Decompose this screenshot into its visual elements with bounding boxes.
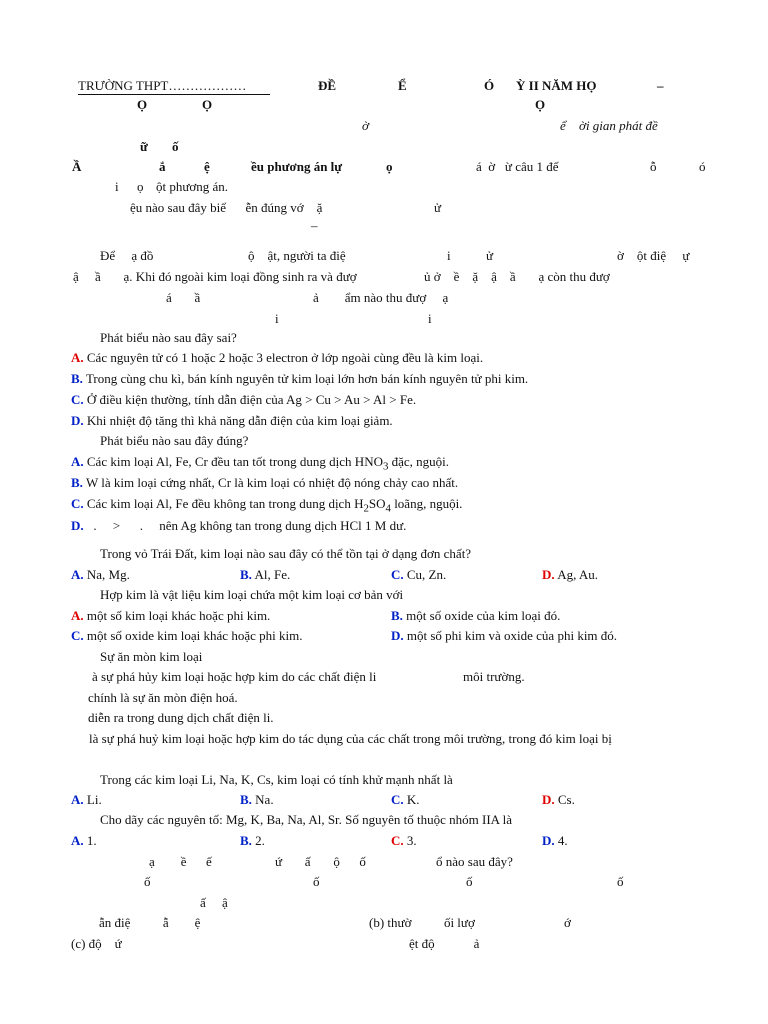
q8-line-1-b: ứ ấ ộ ố (275, 854, 366, 869)
q4-option-c[interactable] (71, 628, 302, 643)
q1-stem: Phát biểu nào sau đây sai? (100, 330, 237, 345)
q1-option-c[interactable] (71, 392, 416, 407)
option-text: Trong cùng chu kì, bán kính nguyên tử kim loại lớn hơn bán kính nguyên tử phi kim. (85, 371, 529, 386)
instruction-frag-5: á ờ ừ câu 1 đế (476, 159, 559, 174)
instruction-line3: ệu nào sau đây biể ễn đúng vớ ặ (130, 200, 323, 215)
q8-line-4-c: ớ (564, 915, 571, 930)
instruction-line2-a: i (115, 179, 119, 194)
subject-part-3: Ọ (535, 97, 546, 112)
q4-stem: Hợp kim là vật liệu kim loại chứa một kim loại cơ bản với (100, 587, 404, 602)
subscript: 2 (363, 502, 369, 515)
q7-stem: Cho dãy các nguyên tố: Mg, K, Ba, Na, Al, Sr. Số nguyên tố thuộc nhóm IIA là (100, 812, 512, 827)
option-letter: A. (71, 454, 84, 469)
q2-stem: Phát biểu nào sau đây đúng? (100, 433, 249, 448)
q5-stem: Sự ăn mòn kim loại (100, 649, 203, 664)
instruction-line2-b: ọ (137, 179, 144, 194)
exam-title-part-3: Ó (484, 78, 495, 93)
exam-title-part-1: ĐỀ (318, 78, 337, 93)
option-letter: B. (240, 792, 252, 807)
q3-option-a[interactable] (71, 567, 130, 582)
q3-stem: Trong vỏ Trái Đất, kim loại nào sau đây có thể tồn tại ở dạng đơn chất? (100, 546, 472, 561)
exam-title-part-2: Ể (398, 78, 407, 93)
q7-option-a[interactable] (71, 833, 97, 848)
q1-option-d[interactable] (71, 413, 393, 428)
q6-option-b[interactable] (240, 792, 274, 807)
passage-l2-b: ủ ở ề ặ ậ ầ ạ còn thu đượ (424, 269, 610, 284)
q5-line-1: à sự phá hủy kim loại hoặc hợp kim do các chất điện li (92, 669, 377, 684)
option-text: 4. (557, 833, 568, 848)
option-text: Các kim loại Al, Fe đều không tan trong dung dịch H (86, 496, 364, 511)
passage-l4-b: i (428, 311, 432, 326)
instruction-frag-1: ắ (159, 159, 166, 174)
option-letter: C. (71, 496, 84, 511)
option-text: 1. (86, 833, 97, 848)
school-name: TRƯỜNG THPT……………… (78, 78, 247, 93)
option-text: một số oxide của kim loại đó. (406, 608, 561, 623)
option-letter: B. (391, 608, 403, 623)
option-text: Khi nhiệt độ tăng thì khả năng dẫn điện của kim loại giảm. (86, 413, 393, 428)
instruction-frag-3: ều phương án lự (251, 159, 343, 174)
q7-option-c[interactable] (391, 833, 417, 848)
option-letter: A. (71, 608, 84, 623)
instruction-frag-6: ỗ (650, 159, 657, 174)
q8-line-2-a: ố (144, 874, 151, 889)
time-note-3: ời gian phát đề (579, 118, 658, 133)
subject-part-1: Ọ (137, 97, 148, 112)
q8-line-4-a: ẫn điệ ẫ ệ (99, 915, 201, 930)
option-text: Các nguyên tử có 1 hoặc 2 hoặc 3 electron ở lớp ngoài cùng đều là kim loại. (86, 350, 484, 365)
option-text: Al, Fe. (254, 567, 291, 582)
option-letter: D. (542, 833, 555, 848)
q6-option-c[interactable] (391, 792, 420, 807)
option-text: Ag, Au. (557, 567, 598, 582)
time-note-4: ữ (140, 139, 148, 154)
time-note-2: ể (560, 118, 566, 133)
q3-option-c[interactable] (391, 567, 446, 582)
option-text: Li. (86, 792, 102, 807)
q8-line-2-c: ố (466, 874, 473, 889)
option-text: W là kim loại cứng nhất, Cr là kim loại có nhiệt độ nóng chảy cao nhất. (85, 475, 459, 490)
option-letter: B. (240, 567, 252, 582)
q6-option-a[interactable] (71, 792, 102, 807)
option-letter: B. (71, 475, 83, 490)
instruction-line3-b: ử (434, 200, 442, 215)
part-heading: Ầ (72, 159, 82, 174)
q5-line-3: diễn ra trong dung dịch chất điện li. (88, 710, 274, 725)
option-text: . > . nên Ag không tan trong dung dịch HCl 1 M dư. (93, 518, 407, 533)
subscript: 3 (382, 460, 389, 473)
q7-option-d[interactable] (542, 833, 568, 848)
option-text: K. (406, 792, 420, 807)
q7-option-b[interactable] (240, 833, 265, 848)
option-letter: B. (240, 833, 252, 848)
q2-option-c[interactable] (71, 496, 462, 517)
option-letter: A. (71, 792, 84, 807)
q2-option-a[interactable] (71, 454, 449, 475)
passage-l3-b: ả ẩm nào thu đượ ạ (313, 290, 449, 305)
q8-line-1-c: ổ nào sau đây? (436, 854, 513, 869)
option-letter: C. (391, 567, 404, 582)
q1-option-a[interactable] (71, 350, 483, 365)
q4-option-b[interactable] (391, 608, 560, 623)
school-underline (78, 94, 270, 95)
time-note-1: ờ (362, 118, 369, 133)
q6-stem: Trong các kim loại Li, Na, K, Cs, kim loại có tính khử mạnh nhất là (100, 772, 453, 787)
q8-line-2-d: ố (617, 874, 624, 889)
option-letter: D. (71, 413, 84, 428)
instruction-line3-c: – (311, 218, 318, 233)
q2-option-b[interactable] (71, 475, 458, 490)
option-text-mid: SO (368, 496, 386, 511)
option-letter: D. (391, 628, 404, 643)
passage-l3-a: á ầ (166, 290, 201, 305)
passage-l1-e: ờ ột điệ ự (617, 248, 690, 263)
q1-option-b[interactable] (71, 371, 528, 386)
option-text: Các kim loại Al, Fe, Cr đều tan tốt trong dung dịch HNO (86, 454, 383, 469)
q4-option-d[interactable] (391, 628, 617, 643)
passage-l1-c: i (447, 248, 451, 263)
passage-l4-a: i (275, 311, 279, 326)
passage-l1-d: ử (486, 248, 494, 263)
q5-line-1-tail: môi trường. (463, 669, 525, 684)
passage-l2-a: ậ ầ ạ. Khi đó ngoài kim loại đồng sinh ra và đượ (73, 269, 357, 284)
q4-option-a[interactable] (71, 608, 270, 623)
option-letter: C. (71, 392, 84, 407)
option-letter: D. (542, 792, 555, 807)
q8-line-2-b: ố (313, 874, 320, 889)
q8-line-5-b: ệt độ ả (409, 936, 480, 951)
passage-l1-b: ộ ật, người ta điệ (248, 248, 346, 263)
subscript: 4 (385, 502, 391, 515)
option-text: Cs. (557, 792, 575, 807)
instruction-frag-7: ó (699, 159, 706, 174)
option-letter: A. (71, 567, 84, 582)
q8-line-3: ấ ậ (200, 895, 228, 910)
option-text: một số kim loại khác hoặc phi kim. (86, 608, 271, 623)
q3-option-d[interactable] (542, 567, 598, 582)
option-letter: A. (71, 833, 84, 848)
q8-line-5-a: (c) độ ứ (71, 936, 122, 951)
option-text: Na. (255, 792, 274, 807)
option-letter: D. (71, 518, 84, 533)
option-letter: A. (71, 350, 84, 365)
option-text: một số phi kim và oxide của phi kim đó. (406, 628, 618, 643)
option-text: Ở điều kiện thường, tính dẫn điện của Ag > Cu > Au > Al > Fe. (86, 392, 417, 407)
q3-option-b[interactable] (240, 567, 290, 582)
option-letter: D. (542, 567, 555, 582)
q5-line-4: là sự phá huỷ kim loại hoặc hợp kim do tác dụng của các chất trong môi trường, trong đó kim loại bị (89, 731, 612, 746)
passage-l1-a: Để ạ đồ (100, 248, 154, 263)
option-text-tail: loãng, nguội. (390, 496, 463, 511)
option-letter: C. (71, 628, 84, 643)
option-text: Na, Mg. (86, 567, 130, 582)
q8-line-4-b: (b) thườ ối lượ (369, 915, 475, 930)
option-letter: C. (391, 833, 404, 848)
exam-title-part-4: Ỳ II NĂM HỌ (516, 78, 597, 93)
option-text: 3. (406, 833, 417, 848)
instruction-line2-c: ột phương án. (156, 179, 229, 194)
option-text: một số oxide kim loại khác hoặc phi kim. (86, 628, 303, 643)
exam-title-dash: – (657, 78, 664, 93)
time-note-5: ố (172, 139, 179, 154)
subject-part-2: Ọ (202, 97, 213, 112)
option-text: Cu, Zn. (406, 567, 447, 582)
option-text-tail: đặc, nguội. (388, 454, 450, 469)
option-text: 2. (255, 833, 265, 848)
instruction-frag-2: ệ (204, 159, 210, 174)
q8-line-1-a: ạ ề ế (149, 854, 212, 869)
q6-option-d[interactable] (542, 792, 575, 807)
instruction-frag-4: ọ (386, 159, 393, 174)
q2-option-d[interactable] (71, 518, 406, 533)
option-letter: B. (71, 371, 83, 386)
q5-line-2: chính là sự ăn mòn điện hoá. (88, 690, 238, 705)
option-letter: C. (391, 792, 404, 807)
